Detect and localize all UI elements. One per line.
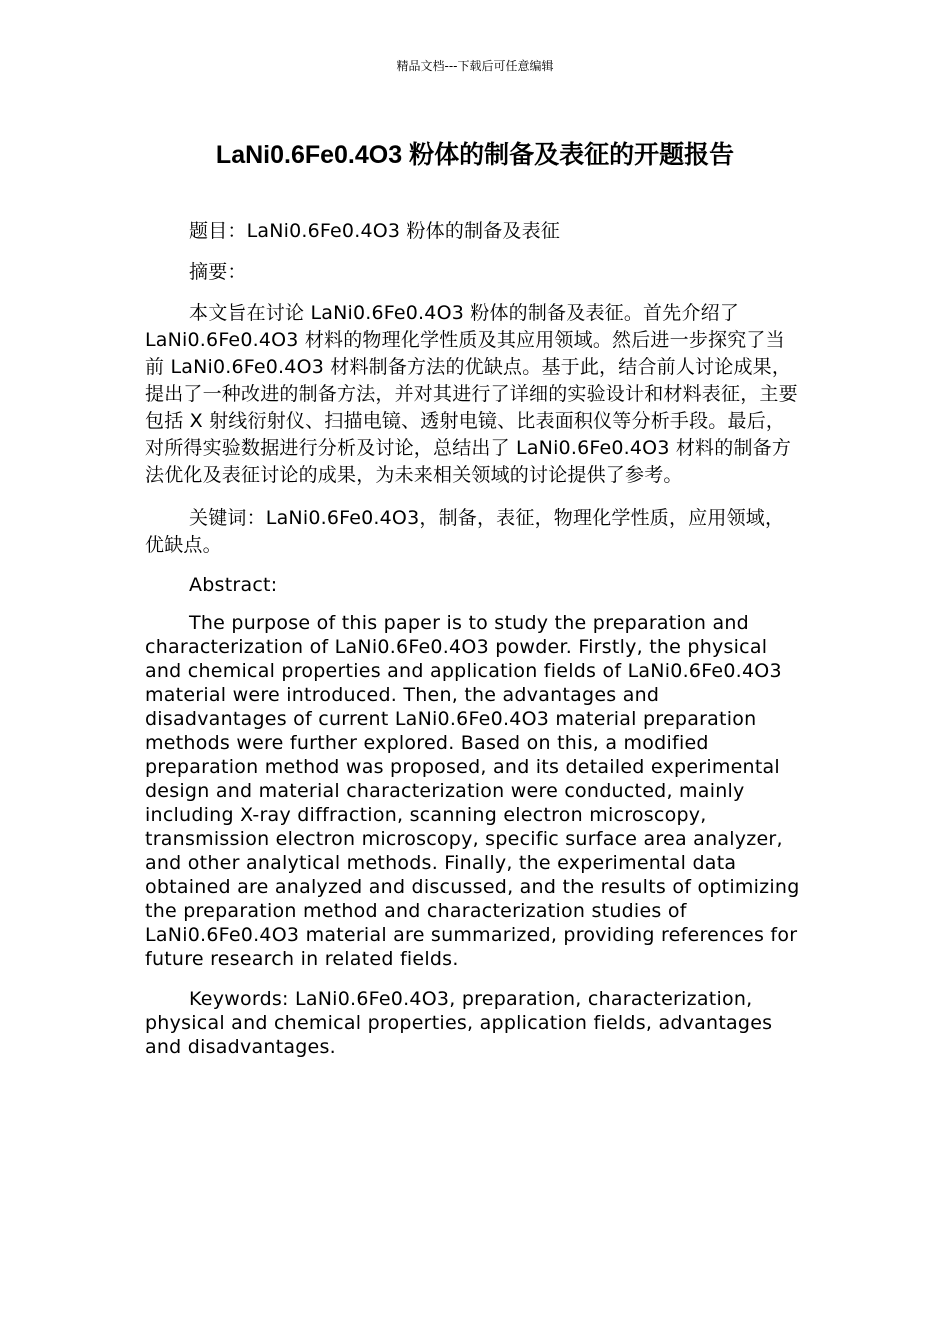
abstract-en-paragraph: The purpose of this paper is to study the preparation and characterization of LaNi0.6Fe0.4O3 powder. Firstly, the physical and chemical properties and application fields of LaNi0.6Fe0.4O3 material were introduced. Then, the advantages and disadvantages of current LaNi0.6Fe0.4O3 material preparation methods were further explored. Based on this, a modified preparation method was proposed, and its detailed experimental design and material characterization were conducted, mainly including X-ray diffraction, scanning electron microscopy, transmission electron microscopy, specific surface area analyzer, and other analytical methods. Finally, the experimental data obtained are analyzed and discussed, and the results of optimizing the preparation method and characterization studies of LaNi0.6Fe0.4O3 material are summarized, providing references for future research in related fields. bbox=[145, 612, 800, 970]
keywords-cn: 关键词：LaNi0.6Fe0.4O3，制备，表征，物理化学性质，应用领域，优缺点。 bbox=[145, 507, 785, 556]
abstract-cn-paragraph: 本文旨在讨论 LaNi0.6Fe0.4O3 粉体的制备及表征。首先介绍了 LaNi0.6Fe0.4O3 材料的物理化学性质及其应用领域。然后进一步探究了当前 LaNi0.6Fe0.4O3 材料制备方法的优缺点。基于此，结合前人讨论成果，提出了一种改进的制备方法，并对其进行了详细的实验设计和材料表征，主要包括 X 射线衍射仪、扫描电镜、透射电镜、比表面积仪等分析手段。最后，对所得实验数据进行分析及讨论，总结出了 LaNi0.6Fe0.4O3 材料的制备方法优化及表征讨论的成果，为未来相关领域的讨论提供了参考。 bbox=[145, 302, 798, 486]
abstract-label-cn: 摘要： bbox=[189, 261, 247, 283]
document-title: LaNi0.6Fe0.4O3 粉体的制备及表征的开题报告 bbox=[215, 141, 735, 169]
topic-line: 题目：LaNi0.6Fe0.4O3 粉体的制备及表征 bbox=[189, 220, 561, 242]
document-body bbox=[145, 218, 801, 1075]
page-header-note: 精品文档---下载后可任意编辑 bbox=[396, 59, 554, 73]
abstract-label-en: Abstract: bbox=[189, 574, 278, 596]
keywords-en: Keywords: LaNi0.6Fe0.4O3, preparation, characterization, physical and chemical properties, application fields, advantages and disadvantages. bbox=[145, 988, 773, 1058]
